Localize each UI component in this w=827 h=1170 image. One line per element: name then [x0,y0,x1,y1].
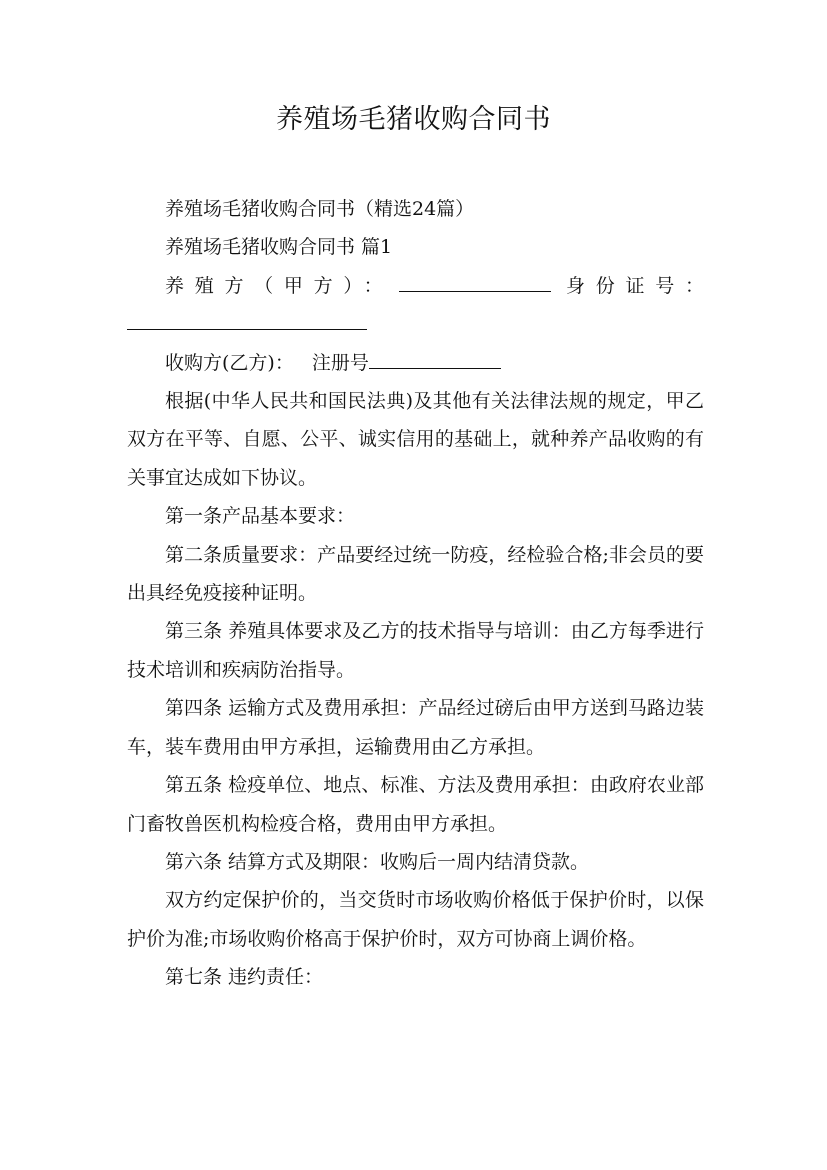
intro-paragraph: 根据(中华人民共和国民法典)及其他有关法律法规的规定，甲乙双方在平等、自愿、公平、诚实信用的基础上，就种养产品收购的有关事宜达成如下协议。 [127,390,704,489]
article-2: 第二条质量要求：产品要经过统一防疫，经检验合格;非会员的要出具经免疫接种证明。 [127,543,704,605]
document-title: 养殖场毛猪收购合同书 [276,104,551,135]
party-a-id-line [127,305,704,343]
party-b-line [127,344,704,382]
protection-price-paragraph: 双方约定保护价的，当交货时市场收购价格低于保护价时，以保护价为准;市场收购价格高于保护价时，双方可协商上调价格。 [127,889,704,950]
document-body [127,190,704,997]
article-6: 第六条 结算方式及期限：收购后一周内结清贷款。 [165,850,590,873]
party-b-reg-blank [369,350,501,369]
party-a-line [127,267,704,305]
article-4: 第四条 运输方式及费用承担：产品经过磅后由甲方送到马路边装车，装车费用由甲方承担，运输费用由乙方承担。 [127,697,704,758]
article-3: 第三条 养殖具体要求及乙方的技术指导与培训：由乙方每季进行技术培训和疾病防治指导。 [127,620,704,681]
party-a-id-blank [127,311,367,330]
party-b-reg-label: 注册号 [311,351,369,374]
section-heading: 养殖场毛猪收购合同书 篇1 [165,236,393,259]
party-a-name-blank [399,273,551,292]
party-b-label: 收购方(乙方)： [165,351,294,374]
party-a-label: 养殖方（甲方）： [165,274,394,297]
article-7: 第七条 违约责任： [165,966,324,989]
party-a-id-label: 身份证号： [555,274,704,297]
document-subtitle: 养殖场毛猪收购合同书（精选24篇） [165,198,475,220]
article-5: 第五条 检疫单位、地点、标准、方法及费用承担：由政府农业部门畜牧兽医机构检疫合格，费用由甲方承担。 [127,774,704,835]
article-1: 第一条产品基本要求： [165,505,356,528]
